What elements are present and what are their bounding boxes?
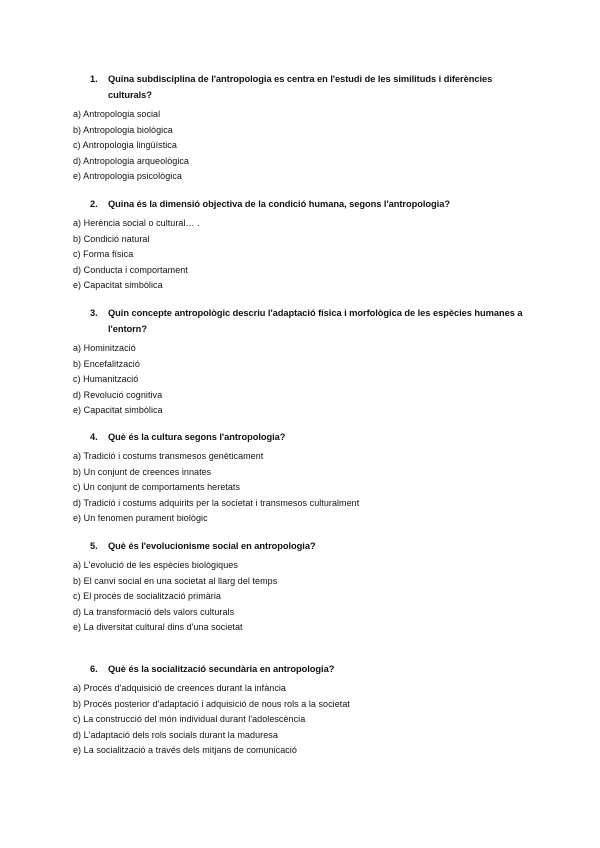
- question-number: 1.: [90, 74, 98, 84]
- option-list: [0, 558, 600, 636]
- option-e: e) Capacitat simbòlica: [73, 405, 163, 416]
- option-list: [0, 681, 600, 759]
- option-b: b) Un conjunt de creences innates: [73, 466, 212, 477]
- option-list: [0, 216, 600, 294]
- question-1: [0, 71, 600, 185]
- question-number: 6.: [90, 664, 98, 674]
- question-number: 3.: [90, 308, 98, 318]
- option-d: d) Conducta i comportament: [73, 264, 188, 275]
- option-b: b) Procés posterior d'adaptació i adquisició de nous rols a la societat: [73, 698, 350, 709]
- option-c: c) Humanització: [73, 374, 139, 385]
- option-c: c) Un conjunt de comportaments heretats: [73, 482, 241, 493]
- question-5: [0, 538, 600, 636]
- option-d: d) Antropologia arqueològica: [73, 155, 189, 166]
- option-list: [0, 341, 600, 419]
- option-b: b) El canvi social en una societat al llarg del temps: [73, 575, 278, 586]
- question-text: Quin concepte antropològic descriu l'adaptació física i morfològica de les espècies humanes a l'entorn?: [108, 308, 523, 334]
- question-number: 5.: [90, 541, 98, 551]
- option-list: [0, 107, 600, 185]
- option-e: e) Antropologia psicològica: [73, 171, 182, 182]
- question-number: 4.: [90, 432, 98, 442]
- option-a: a) Herència social o cultural… .: [73, 218, 200, 228]
- option-e: e) Un fenomen purament biològic: [73, 513, 208, 524]
- option-d: d) L'adaptació dels rols socials durant la maduresa: [73, 729, 278, 740]
- option-list: [0, 449, 600, 527]
- option-d: d) Tradició i costums adquirits per la societat i transmesos culturalment: [73, 497, 360, 508]
- question-heading: [0, 305, 600, 337]
- question-heading: [0, 71, 600, 103]
- option-c: c) Forma física: [73, 249, 134, 260]
- option-e: e) Capacitat simbòlica: [73, 280, 163, 291]
- option-e: e) La socialització a través dels mitjans de comunicació: [73, 745, 297, 756]
- question-2: [0, 196, 600, 294]
- option-a: a) L'evolució de les espècies biològiques: [73, 560, 238, 570]
- option-a: a) Hominització: [73, 343, 136, 353]
- question-6: [0, 661, 600, 759]
- question-text: Quina subdisciplina de l'antropologia es centra en l'estudi de les similituds i diferències culturals?: [108, 74, 493, 100]
- question-text: Quina és la dimensió objectiva de la condició humana, segons l'antropologia?: [108, 199, 450, 209]
- option-b: b) Condició natural: [73, 233, 150, 244]
- question-3: [0, 305, 600, 419]
- question-text: Què és la socialització secundària en antropologia?: [108, 664, 335, 674]
- option-c: c) La construcció del món individual durant l'adolescència: [73, 714, 306, 725]
- question-text: Què és l'evolucionisme social en antropologia?: [108, 541, 316, 551]
- option-d: d) La transformació dels valors culturals: [73, 606, 235, 617]
- option-c: c) El procés de socialització primària: [73, 591, 221, 602]
- question-heading: [0, 429, 600, 445]
- question-4: [0, 429, 600, 527]
- question-heading: [0, 538, 600, 554]
- question-text: Què és la cultura segons l'antropologia?: [108, 432, 286, 442]
- question-heading: [0, 661, 600, 677]
- question-heading: [0, 196, 600, 212]
- option-a: a) Procés d'adquisició de creences durant la infància: [73, 683, 286, 693]
- question-number: 2.: [90, 199, 98, 209]
- option-d: d) Revolució cognitiva: [73, 389, 163, 400]
- option-b: b) Encefalització: [73, 358, 140, 369]
- option-a: a) Antropologia social: [73, 109, 161, 119]
- option-e: e) La diversitat cultural dins d'una societat: [73, 622, 243, 633]
- option-a: a) Tradició i costums transmesos genèticament: [73, 451, 264, 461]
- option-c: c) Antropologia lingüística: [73, 140, 177, 151]
- option-b: b) Antropologia biològica: [73, 124, 173, 135]
